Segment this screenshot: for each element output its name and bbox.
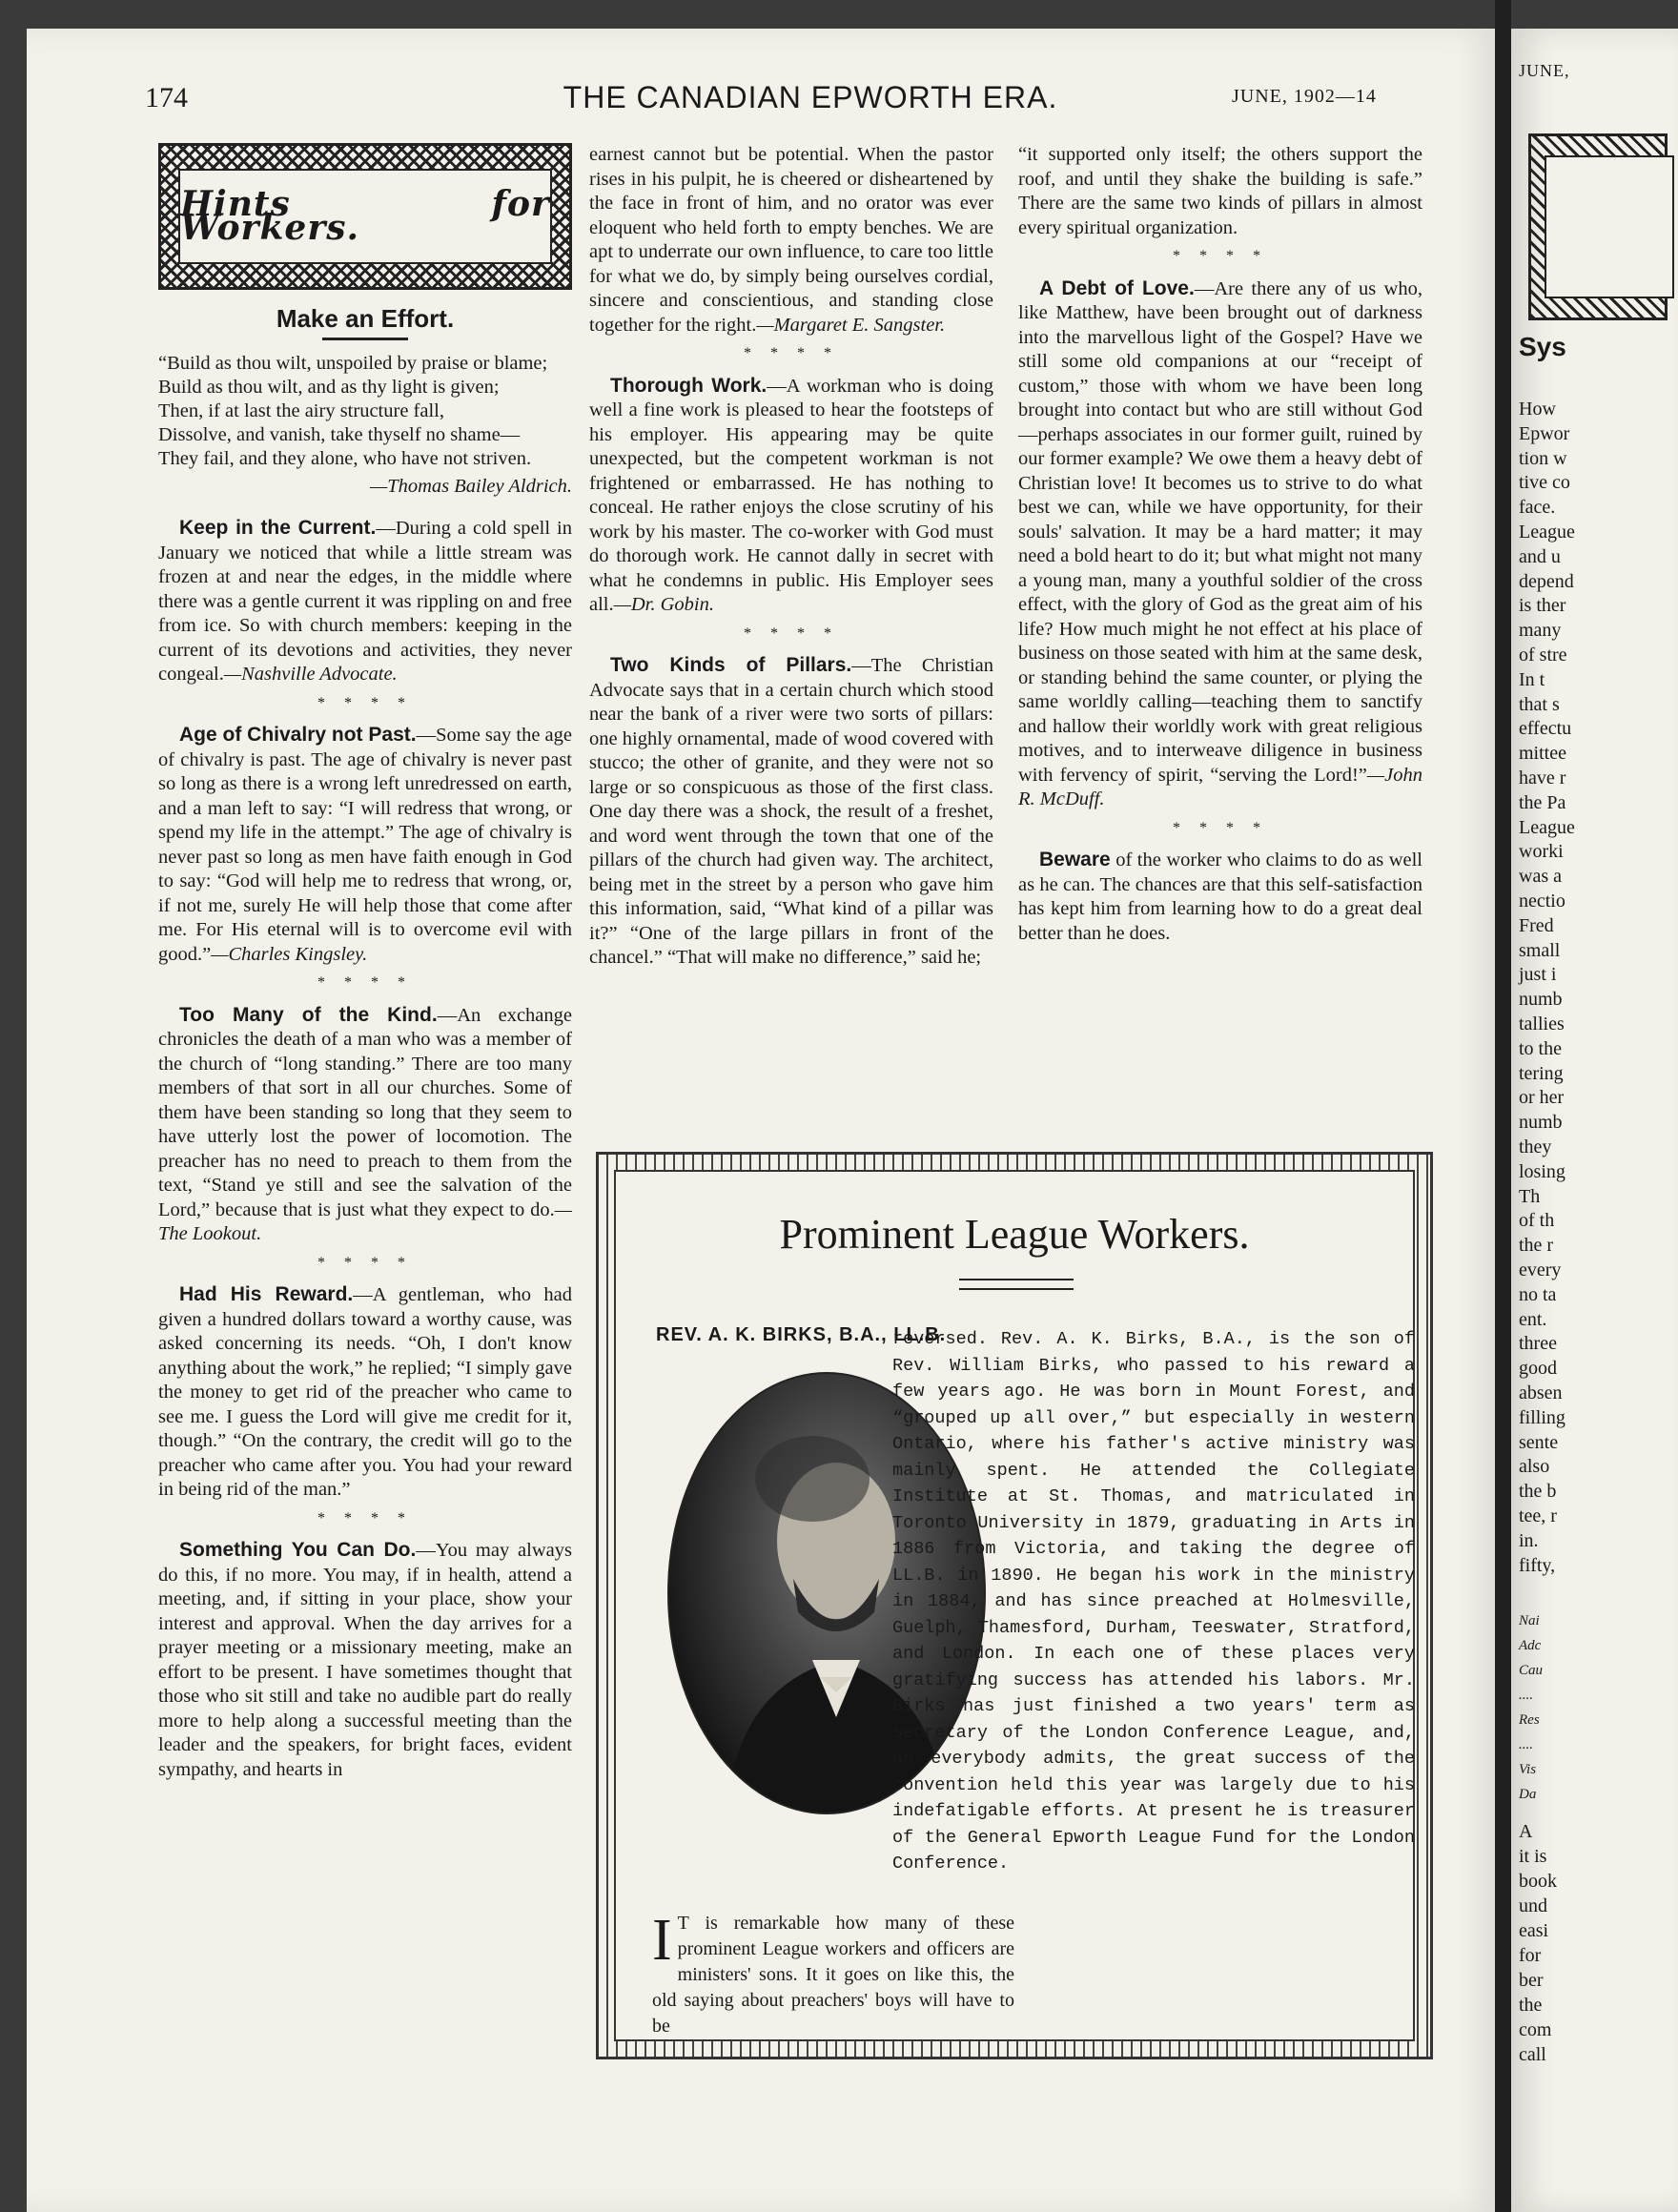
- item-text: —You may always do this, if no more. You may, if in health, attend a meeting, and, if sitting in your place, show your interest and approval. When the day arrives for a prayer meeting or a missionary meeting, make an effort to be present. I have sometimes thought that those who sit still and take no audible part do really more to help along a successful meeting than the leader and the speakers, for bright faces, evident sympathy, and hearts in: [158, 1540, 572, 1780]
- item-byline: —Charles Kingsley.: [211, 943, 368, 965]
- fragment-line: it is: [1519, 1846, 1547, 1867]
- item-byline: —Dr. Gobin.: [613, 594, 714, 615]
- feature-title-rule: [959, 1279, 1074, 1290]
- article-item: [158, 1003, 572, 1247]
- journal-title: THE CANADIAN EPWORTH ERA.: [563, 80, 1058, 114]
- fragment-line: numb: [1519, 989, 1563, 1011]
- fragment-line: Res: [1519, 1712, 1540, 1728]
- title-rule: [322, 338, 408, 340]
- fragment-line: Cau: [1519, 1663, 1544, 1678]
- intro-text: T is remarkable how many of these prominent League workers and officers are ministers' sons. It it goes on like this, the old saying about preachers' boys will have to be: [652, 1913, 1014, 2037]
- poem-line: “Build as thou wilt, unspoiled by praise or blame;: [158, 352, 548, 374]
- fragment-line: ber: [1519, 1970, 1544, 1991]
- fragment-line: A: [1519, 1821, 1533, 1842]
- hints-ornament-box: [158, 143, 572, 290]
- item-text: of the worker who claims to do as well as he can. The chances are that this self-satisfaction has kept him from learning how to do a great deal better than he does.: [1018, 850, 1422, 944]
- fragment-line: Fred: [1519, 914, 1554, 936]
- fragment-line: League: [1519, 522, 1575, 543]
- fragment-line: How: [1519, 399, 1556, 420]
- item-lead: Keep in the Current.: [179, 517, 377, 539]
- item-byline: —Nashville Advocate.: [223, 664, 398, 685]
- fragment-line: tion w: [1519, 447, 1567, 469]
- fragment-line: ....: [1519, 1688, 1533, 1703]
- fragment-line: tive co: [1519, 472, 1570, 494]
- separator-stars: * * * *: [317, 974, 413, 991]
- column-2-items: [589, 374, 993, 971]
- item-text: —A workman who is doing well a fine work is pleased to hear the footsteps of his employer. His appearing may be quite unexpected, but the competent workman is not frightened or embarrassed. He has nothing to conceal. He rather enjoys the close scrutiny of his work by his master. The co-worker with God must do thorough work. He cannot dally in secret with what he condemns in public. His Employer sees all.: [589, 375, 993, 615]
- poem: [158, 352, 572, 471]
- fragment-line: every: [1519, 1260, 1562, 1280]
- fragment-line: the r: [1519, 1235, 1554, 1257]
- item-text: —The Christian Advocate says that in a certain church which stood near the bank of a river were two sorts of pillars: one highly ornamental, made of wood covered with stucco; the other of granite, and they were not so large or so conspicuous as those of the first class. One day there was a shock, the result of a freshet, and word went through the town that one of the pillars of the church had given way. The architect, being met in the street by a person who gave him this information, said, “What kind of a pillar was it?” “One of the large pillars in front of the chancel.” “That will make no difference,” said he;: [589, 655, 993, 968]
- article-item: [589, 374, 993, 618]
- item-lead: Had His Reward.: [179, 1283, 354, 1305]
- continued-text: “it supported only itself; the others support the roof, and until they shake the building is safe.” There are the same two kinds of pillars in almost every spiritual organization.: [1018, 144, 1422, 238]
- fragment-line: for: [1519, 1945, 1542, 1966]
- fragment-line: face.: [1519, 497, 1556, 519]
- fragment-line: League: [1519, 816, 1575, 838]
- item-text: —Are there any of us who, like Matthew, have been brought out of darkness into the marvellous light of the Gospel? Have we still some old companions at our “receipt of custom,” those with whom we have been long brought into contact but who are still without God—perhaps associates in our former guilt, ruined by our former example? We owe them a heavy debt of Christian love! It becomes us to strive to do what best we can, while we have opportunity, for their souls' salvation. It may be a hard matter; it may need a bold heart to do it; but what might not many a young man, many a youthful soldier of the cross effect, with the glory of God as the great aim of his life? How much might he not effect at his place of business on those seated with him at the same desk, or standing behind the same counter, or plying the same worldly calling—teaching them to sanctify and hallow their worldly work with great religious motives, and to interweave diligence in business with fervency of spirit, “serving the Lord!”: [1018, 277, 1422, 786]
- fragment-line: that s: [1519, 693, 1560, 715]
- drop-cap: I: [652, 1908, 672, 1973]
- fragment-line: of th: [1519, 1210, 1555, 1232]
- item-byline: —The Lookout.: [158, 1198, 572, 1244]
- fragment-line: to the: [1519, 1037, 1562, 1059]
- item-lead: Two Kinds of Pillars.: [610, 654, 852, 676]
- fragment-line: and u: [1519, 545, 1561, 567]
- item-text: —During a cold spell in January we noticed that while a little stream was frozen at and near the edges, in the middle where there was a gentle current it was rippling on and free from ice. So with church members: keeping in the current of its devotions and activities, they never congeal.: [158, 518, 572, 685]
- item-text: —A gentleman, who had given a hundred dollars toward a worthy cause, was asked concerning its needs. “Oh, I don't know anything about the work,” he replied; “I simply gave the money to get rid of the preacher who came to see me. I guess the Lord will give me credit for it, though.” “On the contrary, the credit will go to the preacher who came after you. You had your reward in being rid of the man.”: [158, 1284, 572, 1500]
- fragment-line: book: [1519, 1871, 1557, 1892]
- page-number: 174: [145, 82, 188, 113]
- issue-date: JUNE, 1902—14: [1232, 86, 1377, 107]
- fragment-line: effectu: [1519, 718, 1572, 740]
- separator-stars: * * * *: [1173, 819, 1268, 836]
- fragment-line: three: [1519, 1333, 1557, 1355]
- right-section-heading: Sys: [1519, 332, 1566, 361]
- feature-byline: REV. A. K. BIRKS, B.A., LL.B.: [656, 1324, 947, 1345]
- article-item: [158, 723, 572, 967]
- fragment-line: tee, r: [1519, 1505, 1557, 1526]
- feature-box: [596, 1152, 1433, 2059]
- fragment-line: is ther: [1519, 595, 1566, 617]
- fragment-line: Da: [1519, 1787, 1537, 1802]
- column-1-items: [158, 516, 572, 1782]
- column-3-items: [1018, 276, 1422, 947]
- feature-title: Prominent League Workers.: [779, 1211, 1250, 1258]
- right-page-header: JUNE,: [1519, 61, 1570, 80]
- right-page-fragment: [1511, 29, 1678, 2212]
- book-gutter: [1495, 0, 1511, 2212]
- article-item: [1018, 276, 1422, 812]
- item-lead: Thorough Work.: [610, 374, 767, 397]
- article-item: [158, 516, 572, 687]
- article-item: [589, 653, 993, 971]
- fragment-line: ent.: [1519, 1308, 1547, 1330]
- poem-attribution: —Thomas Bailey Aldrich.: [369, 475, 572, 497]
- fragment-line: was a: [1519, 866, 1562, 888]
- fragment-line: Epwor: [1519, 422, 1570, 444]
- fragment-line: ....: [1519, 1737, 1533, 1752]
- poem-line: Then, if at last the airy structure fall,: [158, 399, 444, 421]
- fragment-line: easi: [1519, 1920, 1549, 1941]
- column-2: [589, 143, 993, 971]
- fragment-line: In t: [1519, 668, 1545, 690]
- fragment-line: Nai: [1519, 1613, 1540, 1628]
- separator-stars: * * * *: [317, 1509, 413, 1526]
- column-3: [1018, 143, 1422, 946]
- byline: —Margaret E. Sangster.: [756, 314, 946, 336]
- feature-intro: [652, 1908, 1014, 2039]
- fragment-line: Vis: [1519, 1762, 1537, 1777]
- item-lead: Something You Can Do.: [179, 1539, 417, 1561]
- fragment-line: und: [1519, 1895, 1547, 1916]
- fragment-line: the b: [1519, 1481, 1557, 1503]
- make-effort-title: Make an Effort.: [276, 304, 455, 333]
- fragment-line: depend: [1519, 570, 1574, 592]
- hints-title: Hints for Workers.: [180, 183, 550, 248]
- article-item: [1018, 848, 1422, 946]
- fragment-line: good: [1519, 1358, 1557, 1380]
- fragment-line: fifty,: [1519, 1554, 1556, 1576]
- fragment-line: mittee: [1519, 743, 1566, 765]
- fragment-line: tallies: [1519, 1014, 1565, 1034]
- separator-stars: * * * *: [744, 345, 839, 361]
- fragment-line: worki: [1519, 841, 1564, 863]
- item-text: —Some say the age of chivalry is past. The age of chivalry is never past so long as there is a wrong left unredressed on earth, and a man left to say: “I will redress that wrong, or spend my life in the attempt.” The age of chivalry is never past so long as men have faith enough in God to say: “God will help me to redress that wrong, or, if not me, surely He will help those that come after me. For His eternal will is to overcome evil with good.”: [158, 725, 573, 965]
- fragment-line: many: [1519, 620, 1562, 642]
- fragment-line: Th: [1519, 1185, 1541, 1207]
- fragment-line: the: [1519, 1995, 1543, 2016]
- fragment-line: sente: [1519, 1431, 1559, 1453]
- fragment-line: call: [1519, 2044, 1546, 2065]
- article-item: [158, 1538, 572, 1782]
- fragment-line: also: [1519, 1456, 1550, 1478]
- fragment-line: of stre: [1519, 645, 1567, 666]
- item-lead: Beware: [1039, 849, 1111, 870]
- fragment-line: no ta: [1519, 1283, 1557, 1305]
- separator-stars: * * * *: [317, 694, 413, 711]
- fragment-line: losing: [1519, 1160, 1565, 1182]
- continued-text: earnest cannot but be potential. When the pastor rises in his pulpit, he is cheered or disheartened by the face in front of him, and no orator was ever eloquent who held forth to empty benches. We are apt to underrate our own influence, to care too little for what we do, by simply being ourselves cordial, sincere and conscientious, and standing close together for the right.: [589, 144, 993, 336]
- poem-line: They fail, and they alone, who have not striven.: [158, 447, 532, 469]
- item-lead: Too Many of the Kind.: [179, 1003, 438, 1026]
- fragment-line: the Pa: [1519, 791, 1566, 813]
- item-byline: —John R. McDuff.: [1018, 764, 1422, 809]
- biography-text: reversed. Rev. A. K. Birks, B.A., is the son of Rev. William Birks, who passed to his reward a few years ago. He was born in Mount Forest, and “grouped up all over,” but especially in western Ontario, where his father's active ministry was mainly spent. He attended the Collegiate Institute at St. Thomas, and matriculated in Toronto University in 1879, graduating in Arts in 1886 from Victoria, and taking the degree of LL.B. in 1890. He began his work in the ministry in 1884, and has since preached at Holmesville, Guelph, Thamesford, Durham, Teeswater, Stratford, and London. In each one of these places very gratifying success has attended his labors. Mr. Birks has just finished a two years' term as secretary of the London Conference League, and, as everybody admits, the great success of the convention held this year was largely due to his indefatigable efforts. At present he is treasurer of the General Epworth League Fund for the London Conference.: [892, 1329, 1415, 1874]
- separator-stars: * * * *: [317, 1254, 413, 1271]
- poem-line: Build as thou wilt, and as thy light is given;: [158, 376, 500, 398]
- item-lead: Age of Chivalry not Past.: [179, 724, 417, 746]
- column-1: [158, 143, 572, 1782]
- fragment-line: small: [1519, 939, 1561, 961]
- fragment-line: absen: [1519, 1382, 1563, 1403]
- fragment-line: or her: [1519, 1087, 1565, 1109]
- fragment-line: they: [1519, 1137, 1552, 1157]
- separator-stars: * * * *: [1173, 248, 1268, 264]
- article-item: [158, 1282, 572, 1503]
- fragment-line: com: [1519, 2019, 1552, 2040]
- poem-line: Dissolve, and vanish, take thyself no shame—: [158, 423, 521, 445]
- item-lead: A Debt of Love.: [1039, 276, 1195, 299]
- fragment-line: Adc: [1519, 1638, 1542, 1653]
- fragment-line: tering: [1519, 1062, 1564, 1084]
- fragment-line: in.: [1519, 1529, 1539, 1551]
- fragment-line: numb: [1519, 1112, 1563, 1134]
- separator-stars: * * * *: [744, 625, 839, 642]
- fragment-line: have r: [1519, 768, 1566, 789]
- fragment-line: nectio: [1519, 891, 1565, 911]
- fragment-line: filling: [1519, 1406, 1565, 1428]
- item-text: —An exchange chronicles the death of a man who was a member of the church of “long standing.” There are too many members of that sort in all our churches. Some of them have been standing so long that they seem to have utterly lost the power of locomotion. The preacher has no need to preach to them from the text, “Stand ye still and see the salvation of the Lord,” because that is just what they expect to do.: [158, 1004, 572, 1220]
- fragment-line: just i: [1519, 964, 1557, 986]
- right-ornament-box: [1528, 133, 1668, 320]
